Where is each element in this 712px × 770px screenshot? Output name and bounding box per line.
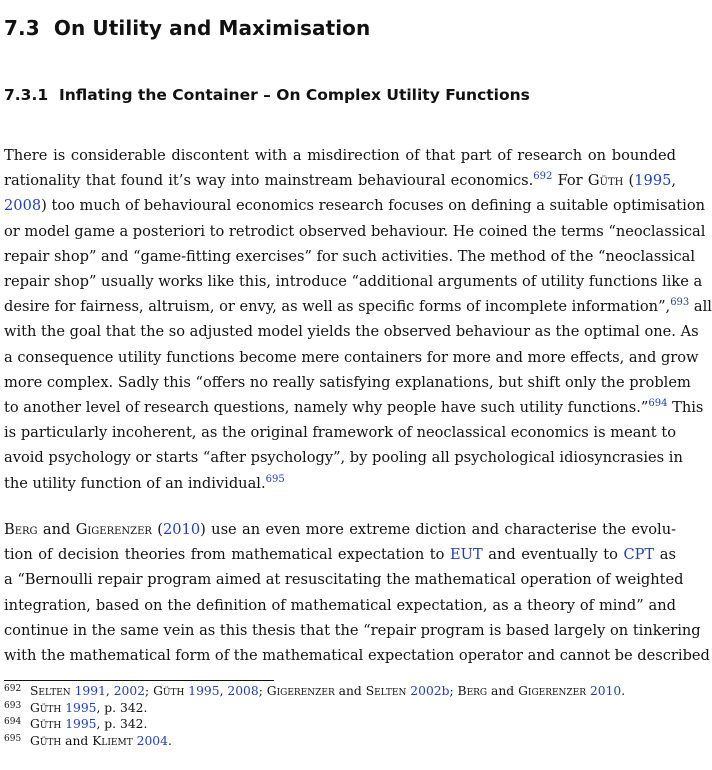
paragraph-1 — [4, 143, 712, 496]
text-line: to another level of research questions, namely why people have such utility functions.”$^{694}$ This — [4, 398, 704, 417]
citation-link[interactable]: 2002 — [113, 684, 146, 698]
section-title — [4, 16, 370, 40]
text-line: is particularly incoherent, as the original framework of neoclassical economics is meant to — [4, 424, 676, 442]
text-line: a consequence utility functions become mere containers for more and more effects, and grow — [4, 348, 699, 366]
footnote-ref[interactable]: 692 — [533, 171, 553, 183]
footnote-ref[interactable]: 695 — [265, 473, 285, 485]
citation-link[interactable]: 2010 — [163, 521, 201, 538]
text-line: There is considerable discontent with a misdirection of that part of research on bounded — [4, 147, 676, 164]
text-line: 2008) too much of behavioural economics research focuses on defining a suitable optimisation — [4, 197, 706, 215]
subsection-title-text: Inflating the Container – On Complex Utility Functions — [58, 86, 530, 104]
author-name: Gigerenzer — [75, 521, 152, 538]
text-line: desire for fairness, altruism, or envy, as well as specific forms of incomplete information”,$^{693}$ all — [4, 297, 712, 316]
acronym-link-eut[interactable]: EUT — [450, 546, 483, 564]
text-line: integration, based on the definition of mathematical expectation, as a theory of mind” and — [4, 596, 676, 614]
footnote-694: 694 Güth 1995, p. 342. — [4, 717, 148, 731]
text-line: tion of decision theories from mathematical expectation to EUT and eventually to CPT as — [4, 546, 676, 564]
text-line: a “Bernoulli repair program aimed at resuscitating the mathematical operation of weighted — [4, 571, 684, 589]
text-line: with the goal that the so adjusted model yields the observed behaviour as the optimal one. As — [4, 323, 699, 341]
citation-link[interactable]: 2002b — [410, 684, 450, 698]
footnote-695: 695 Güth and Kliemt 2004. — [4, 733, 172, 748]
text-line: or model game a posteriori to retrodict observed behaviour. He coined the terms “neoclassical — [4, 222, 706, 240]
footnote-693: 693 Güth 1995, p. 342. — [4, 700, 148, 715]
text-line: Berg and Gigerenzer (2010) use an even more extreme diction and characterise the evolu- — [4, 521, 677, 538]
text-line: continue in the same vein as this thesis that the “repair program is based largely on tinkering — [4, 621, 701, 639]
text-line: rationality that found it’s way into mainstream behavioural economics.$^{692}$ For Güth (1995, — [4, 171, 677, 190]
subsection-number: 7.3.1 — [4, 86, 49, 104]
section-number: 7.3 — [4, 16, 40, 40]
footnote-divider — [4, 680, 274, 681]
citation-link[interactable]: 1995 — [65, 717, 97, 731]
citation-link[interactable]: 2008 — [227, 684, 259, 698]
footnote-692: 692 Selten 1991, 2002; Güth 1995, 2008; Gigerenzer and Selten 2002b; Berg and Gigerenzer 2010. — [4, 684, 626, 698]
citation-link[interactable]: 2004 — [136, 733, 168, 748]
text-line: more complex. Sadly this “offers no really satisfying explanations, but shift only the problem — [4, 373, 691, 391]
footnotes — [4, 683, 684, 749]
subsection-title — [4, 86, 530, 104]
citation-link[interactable]: 1995 — [634, 172, 672, 190]
citation-link[interactable]: 1995 — [188, 684, 220, 698]
author-name: Berg — [4, 521, 38, 538]
text-line: repair shop” and “game-fitting exercises” for such activities. The method of the “neoclassical — [4, 247, 696, 265]
text-line: avoid psychology or starts “after psychology”, by pooling all psychological idiosyncrasies in — [4, 449, 683, 467]
paragraph-2 — [4, 517, 710, 668]
citation-link[interactable]: 2010 — [589, 684, 622, 698]
citation-link[interactable]: 1995 — [65, 700, 97, 715]
author-name: Güth — [587, 172, 624, 190]
acronym-link-cpt[interactable]: CPT — [623, 546, 655, 564]
text-line: with the mathematical form of the mathematical expectation operator and cannot be described — [4, 647, 710, 665]
text-line: the utility function of an individual.$^{695}$ — [4, 473, 285, 492]
section-title-text: On Utility and Maximisation — [53, 16, 371, 40]
text-line: repair shop” usually works like this, introduce “additional arguments of utility functions like a — [4, 273, 703, 291]
footnote-ref[interactable]: 693 — [670, 297, 690, 309]
citation-link[interactable]: 2008 — [4, 197, 42, 215]
footnote-ref[interactable]: 694 — [648, 398, 668, 410]
citation-link[interactable]: 1991 — [74, 684, 106, 698]
